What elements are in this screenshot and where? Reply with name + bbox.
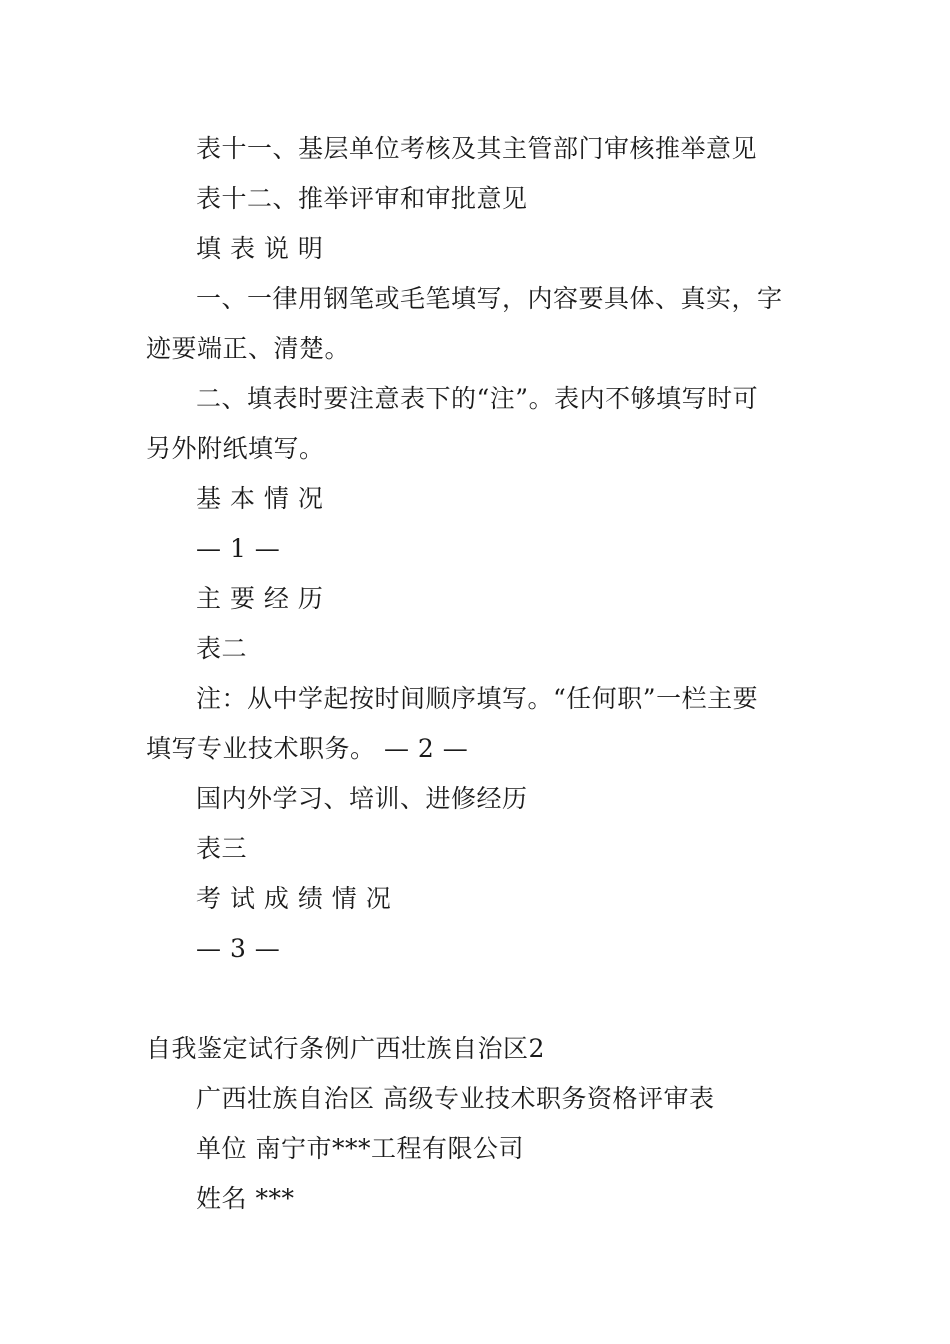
note-line-1: 注：从中学起按时间顺序填写。“任何职”一栏主要 xyxy=(196,684,759,713)
form-title: 广西壮族自治区 高级专业技术职务资格评审表 xyxy=(196,1084,715,1113)
main-experience-heading: 主 要 经 历 xyxy=(196,584,324,613)
page-number-1: — 1 — xyxy=(196,534,281,563)
instruction-2-line-1: 二、填表时要注意表下的“注”。表内不够填写时可 xyxy=(196,384,759,413)
instructions-heading: 填 表 说 明 xyxy=(196,234,324,263)
unit-line: 单位 南宁市***工程有限公司 xyxy=(196,1134,524,1163)
instruction-2-line-2: 另外附纸填写。 xyxy=(146,434,325,463)
instruction-1-line-1: 一、一律用钢笔或毛笔填写，内容要具体、真实，字 xyxy=(196,284,783,313)
training-heading: 国内外学习、培训、进修经历 xyxy=(196,784,528,813)
instruction-1-line-2: 迹要端正、清楚。 xyxy=(146,334,351,363)
exam-results-heading: 考 试 成 绩 情 况 xyxy=(196,884,392,913)
section-title: 自我鉴定试行条例广西壮族自治区2 xyxy=(146,1034,545,1063)
basic-info-heading: 基 本 情 况 xyxy=(196,484,324,513)
name-line: 姓名 *** xyxy=(196,1184,295,1213)
page-number-3: — 3 — xyxy=(196,934,281,963)
table-3-label: 表三 xyxy=(196,834,248,863)
table-2-label: 表二 xyxy=(196,634,248,663)
table-11-heading: 表十一、基层单位考核及其主管部门审核推举意见 xyxy=(196,134,758,163)
table-12-heading: 表十二、推举评审和审批意见 xyxy=(196,184,528,213)
note-line-2: 填写专业技术职务。 — 2 — xyxy=(146,734,469,763)
